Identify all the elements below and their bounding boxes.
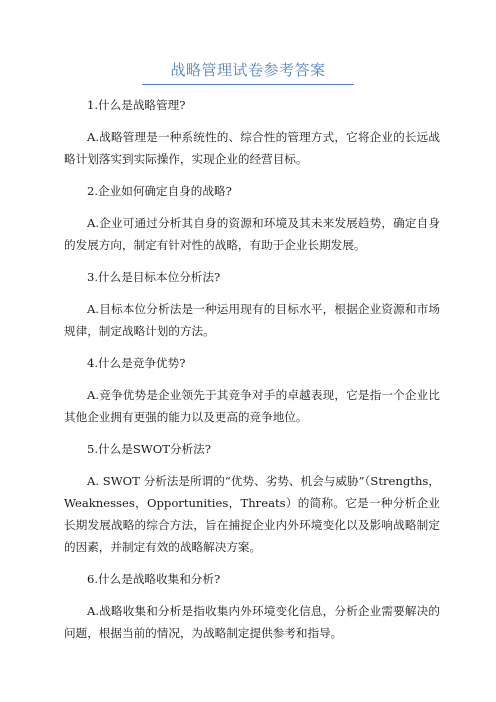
question-1: 1.什么是战略管理? — [87, 98, 186, 112]
qa-item-3 — [64, 266, 440, 342]
question-2: 2.企业如何确定自身的战略? — [87, 184, 232, 198]
answer-1: A.战略管理是一种系统性的、综合性的管理方式，它将企业的长远战略计划落实到实际操作，实现企业的经营目标。 — [64, 130, 440, 166]
question-4: 4.什么是竞争优势? — [87, 356, 186, 370]
title-block — [142, 60, 354, 85]
question-5: 5.什么是SWOT分析法? — [87, 442, 211, 456]
qa-list — [64, 94, 440, 654]
qa-item-6 — [64, 568, 440, 644]
qa-item-4 — [64, 352, 440, 428]
answer-6: A.战略收集和分析是指收集内外环境变化信息，分析企业需要解决的问题，根据当前的情况，为战略制定提供参考和指导。 — [64, 604, 440, 640]
qa-item-5 — [64, 438, 440, 558]
qa-item-2 — [64, 180, 440, 256]
answer-2: A.企业可通过分析其自身的资源和环境及其未来发展趋势，确定自身的发展方向，制定有针对性的战略，有助于企业长期发展。 — [64, 216, 440, 252]
question-6: 6.什么是战略收集和分析? — [87, 572, 221, 586]
page-title: 战略管理试卷参考答案 — [170, 61, 326, 79]
qa-item-1 — [64, 94, 440, 170]
answer-4: A.竞争优势是企业领先于其竞争对手的卓越表现，它是指一个企业比其他企业拥有更强的能力以及更高的竞争地位。 — [64, 388, 440, 424]
question-3: 3.什么是目标本位分析法? — [87, 270, 221, 284]
answer-3: A.目标本位分析法是一种运用现有的目标水平，根据企业资源和市场规律，制定战略计划的方法。 — [64, 302, 440, 338]
answer-5: A. SWOT 分析法是所谓的“优势、劣势、机会与威胁”（Strengths，Weaknesses，Opportunities，Threats）的简称。它是一种分析企业长期发展战略的综合方法，旨在捕捉企业内外环境变化以及影响战略制定的因素，并制定有效的战略解决方案。 — [64, 474, 440, 554]
title-underline — [142, 84, 354, 85]
